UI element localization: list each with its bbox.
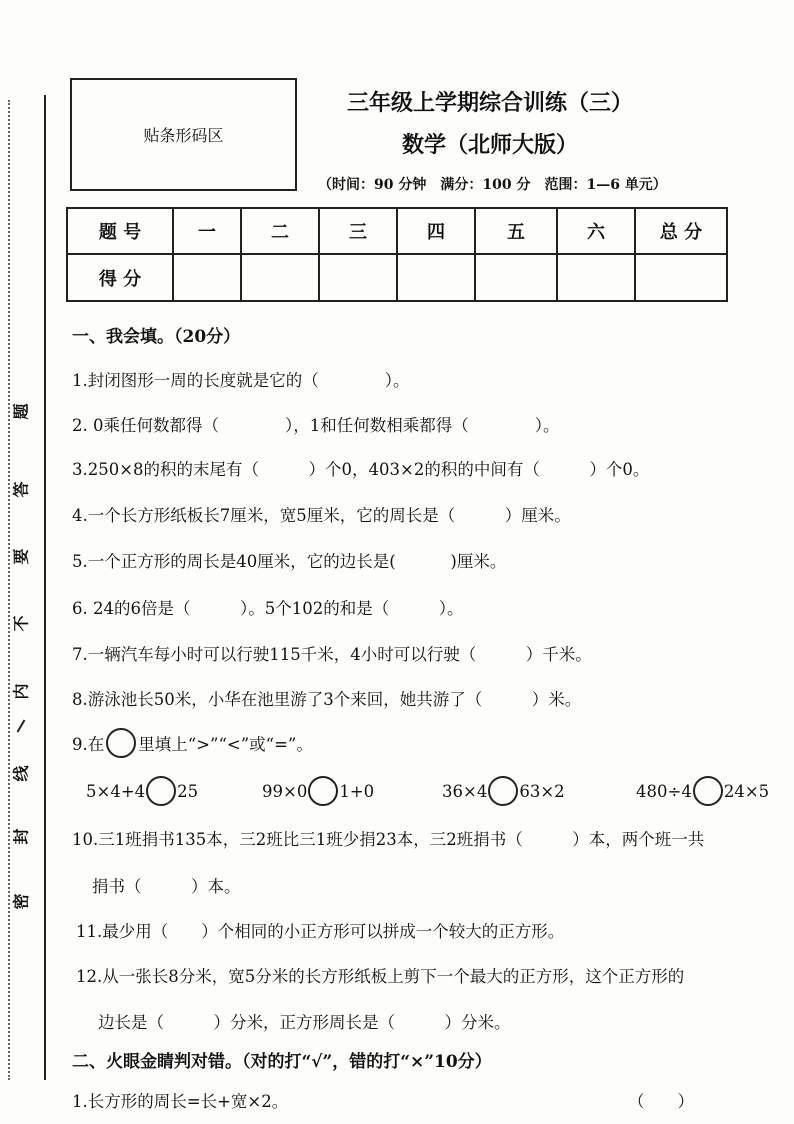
page-subtitle: 数学（北师大版） bbox=[401, 132, 578, 158]
compare-circle-icon bbox=[106, 728, 136, 758]
compare-left: 99×0 bbox=[262, 781, 308, 801]
score-cell[interactable] bbox=[635, 254, 727, 301]
question-1: 1.封闭图形一周的长度就是它的（ ）。 bbox=[72, 371, 410, 390]
compare-answer-circle[interactable] bbox=[693, 776, 723, 806]
question-4: 4.一个长方形纸板长7厘米，宽5厘米，它的周长是（ ）厘米。 bbox=[72, 506, 571, 525]
compare-left: 5×4+4 bbox=[86, 781, 146, 801]
question-3: 3.250×8的积的末尾有（ ）个0，403×2的积的中间有（ ）个0。 bbox=[72, 460, 650, 479]
compare-right: 63×2 bbox=[519, 781, 565, 801]
question-9 bbox=[72, 728, 313, 758]
seal-char: 线 bbox=[11, 765, 31, 782]
score-header-cell: 六 bbox=[557, 208, 635, 254]
score-cell[interactable] bbox=[557, 254, 635, 301]
compare-answer-circle[interactable] bbox=[308, 776, 338, 806]
score-header-cell: 三 bbox=[319, 208, 397, 254]
question-9-prefix: 9.在 bbox=[72, 735, 105, 754]
compare-item bbox=[262, 776, 374, 806]
exam-meta: （时间：90 分钟 满分：100 分 范围：1—6 单元） bbox=[318, 177, 667, 193]
question-6: 6. 24的6倍是（ ）。5个102的和是（ ）。 bbox=[72, 599, 464, 618]
seal-char: 内 bbox=[11, 683, 31, 700]
score-header-cell: 题 号 bbox=[67, 208, 173, 254]
question-9-suffix: 里填上“>”“<”或“=”。 bbox=[138, 735, 313, 754]
seal-char: 密 bbox=[11, 893, 31, 910]
judge-answer-paren[interactable]: （ ） bbox=[628, 1092, 694, 1111]
question-11: 11.最少用（ ）个相同的小正方形可以拼成一个较大的正方形。 bbox=[76, 922, 565, 941]
score-header-cell: 四 bbox=[397, 208, 475, 254]
seal-slash bbox=[17, 719, 26, 732]
score-header-cell: 五 bbox=[475, 208, 557, 254]
compare-item bbox=[636, 776, 769, 806]
binding-solid-line bbox=[44, 95, 46, 1080]
compare-right: 25 bbox=[177, 781, 199, 801]
compare-left: 36×4 bbox=[442, 781, 488, 801]
compare-right: 1+0 bbox=[339, 781, 375, 801]
compare-right: 24×5 bbox=[723, 781, 770, 801]
compare-answer-circle[interactable] bbox=[146, 776, 176, 806]
question-2: 2. 0乘任何数都得（ ），1和任何数相乘都得（ ）。 bbox=[72, 416, 560, 435]
score-header-cell: 总 分 bbox=[635, 208, 727, 254]
seal-char: 不 bbox=[11, 615, 31, 632]
section-2-title: 二、火眼金睛判对错。（对的打“√”，错的打“×”10分） bbox=[72, 1052, 492, 1072]
question-7: 7.一辆汽车每小时可以行驶115千米，4小时可以行驶（ ）千米。 bbox=[72, 645, 592, 664]
question-10-line-1: 10.三1班捐书135本，三2班比三1班少捐23本，三2班捐书（ ）本，两个班一共 bbox=[72, 830, 705, 849]
score-cell[interactable] bbox=[319, 254, 397, 301]
score-cell[interactable] bbox=[173, 254, 241, 301]
score-table bbox=[66, 207, 728, 302]
compare-item bbox=[442, 776, 565, 806]
compare-answer-circle[interactable] bbox=[488, 776, 518, 806]
compare-left: 480÷4 bbox=[636, 781, 692, 801]
score-cell[interactable] bbox=[475, 254, 557, 301]
score-cell[interactable] bbox=[241, 254, 319, 301]
judge-question-1: 1.长方形的周长=长+宽×2。 bbox=[72, 1092, 289, 1111]
page-title: 三年级上学期综合训练（三） bbox=[346, 90, 633, 116]
score-header-cell: 二 bbox=[241, 208, 319, 254]
score-row-label: 得 分 bbox=[67, 254, 173, 301]
seal-char: 封 bbox=[11, 828, 31, 845]
question-10-line-2: 捐书（ ）本。 bbox=[92, 877, 241, 896]
question-8: 8.游泳池长50米，小华在池里游了3个来回，她共游了（ ）米。 bbox=[72, 690, 582, 709]
compare-item bbox=[86, 776, 198, 806]
score-cell[interactable] bbox=[397, 254, 475, 301]
question-12-line-1: 12.从一张长8分米，宽5分米的长方形纸板上剪下一个最大的正方形，这个正方形的 bbox=[76, 967, 685, 986]
question-5: 5.一个正方形的周长是40厘米，它的边长是( )厘米。 bbox=[72, 552, 507, 571]
score-header-cell: 一 bbox=[173, 208, 241, 254]
seal-char: 题 bbox=[11, 403, 31, 420]
seal-char: 要 bbox=[11, 548, 31, 565]
barcode-area bbox=[70, 78, 297, 191]
binding-dotted-line bbox=[8, 100, 10, 1080]
section-1-title: 一、我会填。（20分） bbox=[72, 327, 241, 347]
seal-char: 答 bbox=[11, 481, 31, 498]
barcode-label: 贴条形码区 bbox=[143, 126, 224, 145]
question-12-line-2: 边长是（ ）分米，正方形周长是（ ）分米。 bbox=[98, 1013, 511, 1032]
